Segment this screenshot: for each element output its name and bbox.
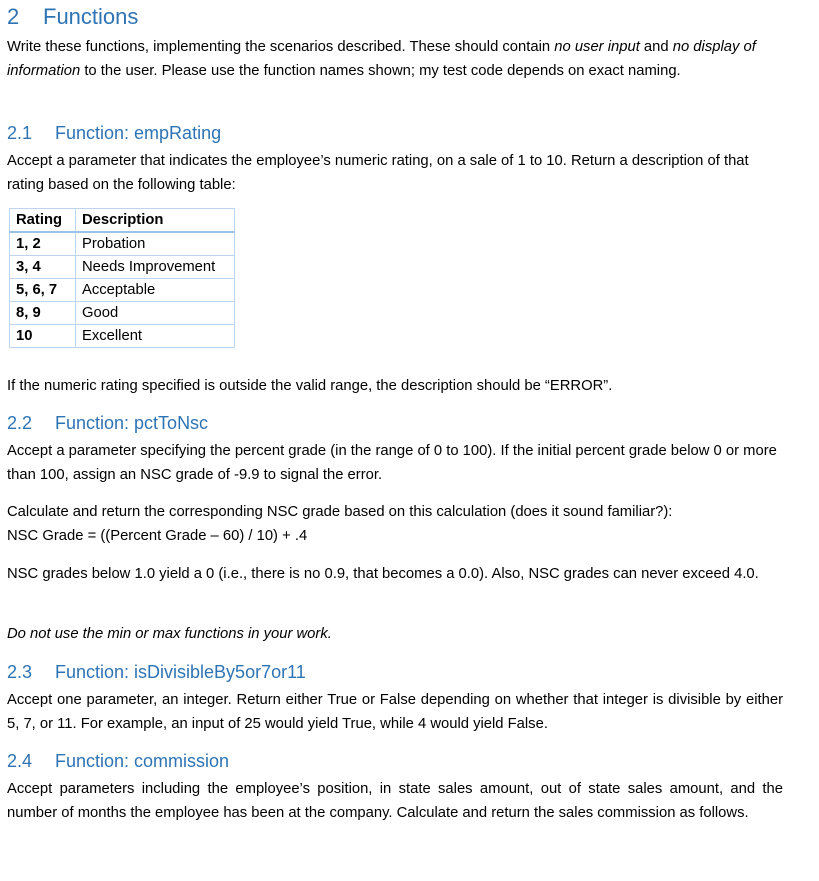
rating-table: [9, 208, 235, 348]
emp-rating-error-note: If the numeric rating specified is outside the valid range, the description should be “ERROR”.: [7, 378, 613, 394]
min-max-note: Do not use the min or max functions in your work.: [7, 626, 332, 642]
intro-paragraph: [7, 35, 783, 83]
subsection-number: 2.3: [7, 662, 33, 682]
calc-instruction: Calculate and return the corresponding NSC grade based on this calculation (does it sound familiar?):: [7, 504, 673, 520]
rating-cell: 1, 2: [10, 232, 76, 256]
table-row: [10, 232, 235, 256]
subsection-title: Function: commission: [55, 751, 230, 771]
subsection-number: 2.4: [7, 751, 33, 771]
commission-description: Accept parameters including the employee’s position, in state sales amount, out of state sales amount, and the number of months the employee has been at the company. Calculate and return the sales commission as follows.: [7, 781, 783, 821]
section-title: Functions: [43, 4, 139, 29]
subsection-heading-2-1: [7, 123, 221, 144]
rating-cell: 10: [10, 325, 76, 348]
rating-cell: 5, 6, 7: [10, 279, 76, 302]
intro-text-2: and: [639, 39, 673, 55]
emp-rating-description: Accept a parameter that indicates the employee’s numeric rating, on a sale of 1 to 10. Return a description of that rating based on the following table:: [7, 153, 749, 193]
table-header-rating: Rating: [10, 209, 76, 233]
description-cell: Probation: [76, 232, 235, 256]
rating-cell: 3, 4: [10, 256, 76, 279]
rating-cell: 8, 9: [10, 302, 76, 325]
description-cell: Good: [76, 302, 235, 325]
subsection-number: 2.2: [7, 413, 33, 433]
table-row: [10, 256, 235, 279]
description-cell: Acceptable: [76, 279, 235, 302]
description-cell: Needs Improvement: [76, 256, 235, 279]
subsection-heading-2-2: [7, 413, 208, 434]
subsection-heading-2-3: [7, 662, 306, 683]
intro-text-1: Write these functions, implementing the scenarios described. These should contain: [7, 39, 555, 55]
intro-emphasis-2: no display of information: [7, 39, 756, 79]
intro-text-3: to the user. Please use the function names shown; my test code depends on exact naming.: [80, 63, 681, 79]
description-cell: Excellent: [76, 325, 235, 348]
subsection-heading-2-4: [7, 751, 229, 772]
nsc-formula: NSC Grade = ((Percent Grade – 60) / 10) + .4: [7, 528, 308, 544]
subsection-title: Function: isDivisibleBy5or7or11: [55, 662, 306, 682]
subsection-title: Function: empRating: [55, 123, 222, 143]
intro-emphasis-1: no user input: [554, 39, 640, 55]
table-header-row: [10, 209, 235, 233]
nsc-limits-text: NSC grades below 1.0 yield a 0 (i.e., there is no 0.9, that becomes a 0.0). Also, NSC grades can never exceed 4.0.: [7, 566, 759, 582]
section-number: 2: [7, 4, 20, 29]
table-row: [10, 302, 235, 325]
table-row: [10, 325, 235, 348]
pct-to-nsc-range-text: Accept a parameter specifying the percent grade (in the range of 0 to 100). If the initial percent grade below 0 or more than 100, assign an NSC grade of -9.9 to signal the error.: [7, 443, 777, 483]
table-header-description: Description: [76, 209, 235, 233]
subsection-number: 2.1: [7, 123, 33, 143]
subsection-title: Function: pctToNsc: [55, 413, 209, 433]
is-divisible-description: Accept one parameter, an integer. Return either True or False depending on whether that integer is divisible by either 5, 7, or 11. For example, an input of 25 would yield True, while 4 would yield False.: [7, 692, 783, 732]
section-heading: [7, 4, 138, 30]
pct-to-nsc-calc-text: [7, 500, 783, 548]
table-row: [10, 279, 235, 302]
